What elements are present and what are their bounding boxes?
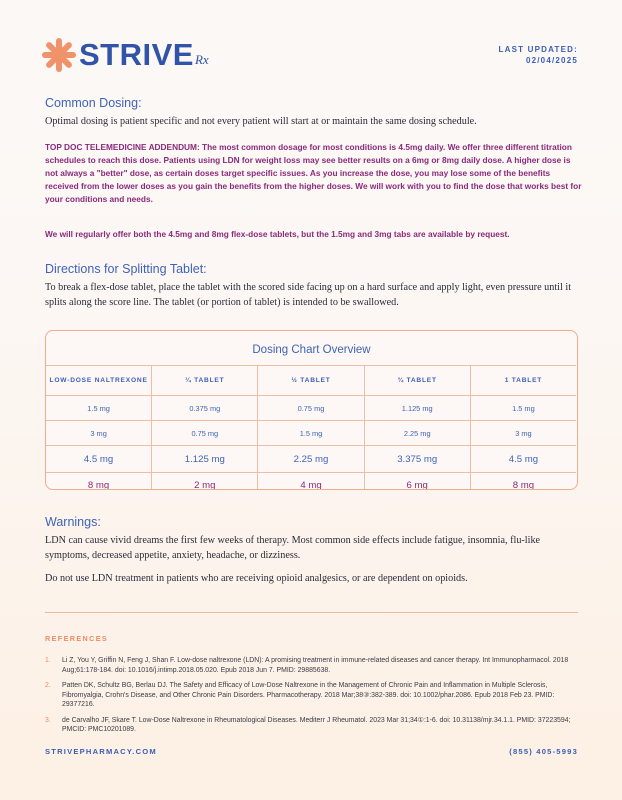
table-cell: 1.5 mg xyxy=(257,421,363,445)
website-link[interactable]: STRIVEPHARMACY.COM xyxy=(45,747,157,756)
table-cell: 0.75 mg xyxy=(257,396,363,420)
table-cell: 4.5 mg xyxy=(470,446,576,472)
phone-number[interactable]: (855) 405-5993 xyxy=(509,747,578,756)
warnings-heading: Warnings: xyxy=(45,515,101,529)
logo-rx-mark: Rx xyxy=(194,52,209,67)
common-dosing-text: Optimal dosing is patient specific and not every patient will start at or maintain the same dosing schedule. xyxy=(45,116,477,127)
splitting-heading: Directions for Splitting Tablet: xyxy=(45,262,207,276)
last-updated-date: 02/04/2025 xyxy=(525,56,578,65)
table-cell: 8 mg xyxy=(87,479,110,490)
last-updated-label: LAST UPDATED: xyxy=(498,45,578,54)
splitting-text: To break a flex-dose tablet, place the tablet with the scored side facing up on a hard surface and apply light, even pressure until it splits along the score line. The tablet (or portion of tablet) is intended to be swallowed. xyxy=(45,282,572,308)
table-cell: 8 mg xyxy=(470,473,576,490)
star-logo-icon xyxy=(42,38,76,72)
strive-logo xyxy=(42,38,209,72)
reference-item xyxy=(45,656,580,675)
footer xyxy=(45,747,578,756)
column-header: 1 TABLET xyxy=(470,366,576,395)
table-cell: 3.375 mg xyxy=(364,446,470,472)
reference-text: Patten DK, Schultz BG, Berlau DJ. The Safety and Efficacy of Low-Dose Naltrexone in the Management of Chronic Pain and Inflammation in Multiple Sclerosis, Fibromyalgia, Crohn's Disease, and Other Chronic Pain Disorders. Pharmacotherapy. 2018 Mar;38③:382-389. doi: 10.1002/phar.2086. Epub 2018 Feb 23. PMID: 29377216. xyxy=(62,682,555,708)
table-row xyxy=(46,445,576,472)
table-cell: 1.5 mg xyxy=(470,396,576,420)
dosing-table-header xyxy=(46,365,576,395)
column-header: ½ TABLET xyxy=(257,366,363,395)
warnings-text: LDN can cause vivid dreams the first few weeks of therapy. Most common side effects include fatigue, insomnia, flu-like symptoms, decreased appetite, anxiety, headache, or dizziness. xyxy=(45,535,541,561)
reference-text: Li Z, You Y, Griffin N, Feng J, Shan F. Low-dose naltrexone (LDN): A promising treatment in immune-related diseases and cancer therapy. Int Immunopharmacol. 2018 Aug;61:178-184. doi: 10.1016/j.intimp.2018.05.020. Epub 2018 Jun 7. PMID: 29885638. xyxy=(62,657,569,674)
table-cell: 4.5 mg xyxy=(83,453,114,465)
common-dosing-heading: Common Dosing: xyxy=(45,96,142,110)
table-cell: 6 mg xyxy=(364,473,470,490)
section-divider xyxy=(45,612,578,613)
reference-item xyxy=(45,716,580,735)
last-updated xyxy=(499,44,578,66)
dosing-chart xyxy=(45,330,578,490)
table-cell: 1.5 mg xyxy=(87,403,110,413)
table-cell: 2 mg xyxy=(151,473,257,490)
telemedicine-addendum: TOP DOC TELEMEDICINE ADDENDUM: The most common dosage for most conditions is 4.5mg daily. We offer three different titration schedules to reach this dose. Patients using LDN for weight loss may see better results on a 6mg or 8mg daily dose. A higher dose is not always a "better" dose, as certain doses target specific issues. As you increase the dose, you may lose some of the benefits received from the lower doses as you gain the benefits from the higher doses. We will work with you to find the dose that works best for your conditions and needs. xyxy=(45,142,582,204)
table-cell: 4 mg xyxy=(257,473,363,490)
table-cell: 0.375 mg xyxy=(151,396,257,420)
logo-wordmark: STRIVE xyxy=(79,37,194,72)
references-list xyxy=(45,656,580,741)
column-header: ¾ TABLET xyxy=(364,366,470,395)
reference-item xyxy=(45,681,580,710)
reference-number: 3. xyxy=(45,716,51,724)
table-cell: 1.125 mg xyxy=(151,446,257,472)
references-title: REFERENCES xyxy=(45,634,109,643)
dosing-chart-title: Dosing Chart Overview xyxy=(252,344,371,356)
table-cell: 2.25 mg xyxy=(257,446,363,472)
dosing-table xyxy=(46,365,576,490)
reference-text: de Carvalho JF, Skare T. Low-Dose Naltrexone in Rheumatological Diseases. Mediterr J Rheumatol. 2023 Mar 31;34①:1-6. doi: 10.31138/mjr.34.1.1. PMID: 37223594; PMCID: PMC10201089. xyxy=(62,716,571,733)
table-row xyxy=(46,420,576,445)
flex-dose-offer: We will regularly offer both the 4.5mg and 8mg flex-dose tablets, but the 1.5mg and 3mg tabs are available by request. xyxy=(45,229,510,239)
table-cell: 3 mg xyxy=(470,421,576,445)
column-header: LOW-DOSE NALTREXONE xyxy=(49,377,148,384)
column-header: ¼ TABLET xyxy=(151,366,257,395)
table-cell: 3 mg xyxy=(90,428,107,438)
opioid-warning-text: Do not use LDN treatment in patients who are receiving opioid analgesics, or are dependent on opioids. xyxy=(45,573,468,584)
table-row xyxy=(46,472,576,490)
table-cell: 1.125 mg xyxy=(364,396,470,420)
table-cell: 2.25 mg xyxy=(364,421,470,445)
table-row xyxy=(46,395,576,420)
reference-number: 2. xyxy=(45,682,51,689)
table-cell: 0.75 mg xyxy=(151,421,257,445)
reference-number: 1. xyxy=(45,657,51,664)
